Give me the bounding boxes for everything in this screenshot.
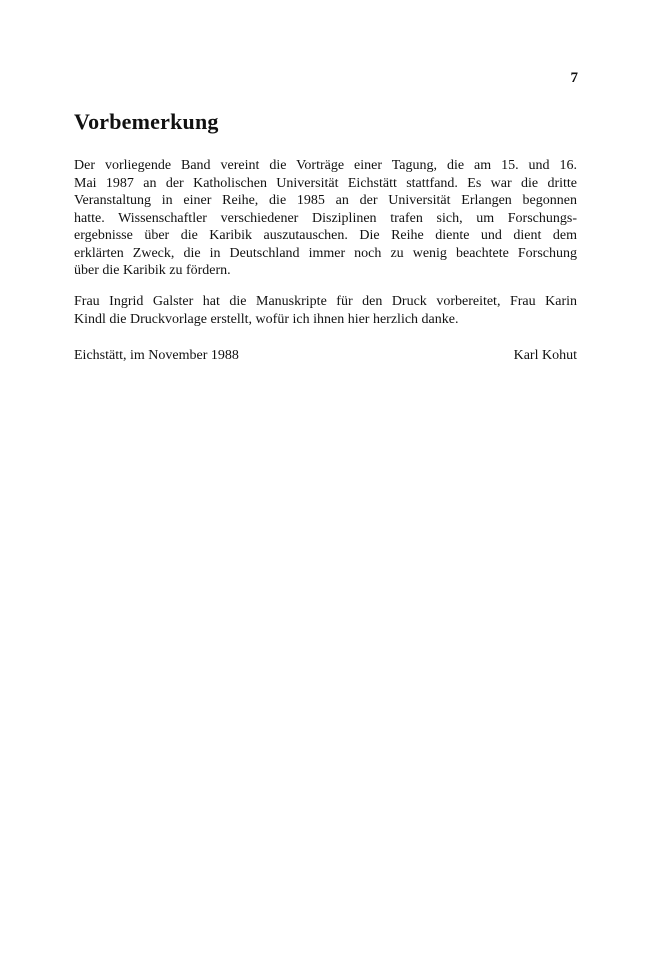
text-line: Kindl die Druckvorlage erstellt, wofür ich ihnen hier herzlich danke. xyxy=(74,311,459,327)
text-line: ergebnisse über die Karibik auszutauschen. Die Reihe diente und dient dem xyxy=(74,228,577,243)
text-line: hatte. Wissenschaftler verschiedener Disziplinen trafen sich, um Forschungs- xyxy=(74,210,577,226)
text-line: Frau Ingrid Galster hat die Manuskripte für den Druck vorbereitet, Frau Karin xyxy=(74,294,577,309)
author-name: Karl Kohut xyxy=(513,348,577,363)
text-line: erklärten Zweck, die in Deutschland immer noch zu wenig beachtete Forschung xyxy=(74,245,577,261)
text-line: Der vorliegende Band vereint die Vorträge einer Tagung, die am 15. und 16. xyxy=(74,158,577,173)
paragraph-acknowledgement xyxy=(74,293,577,328)
place-date: Eichstätt, im November 1988 xyxy=(74,348,239,363)
page-number: 7 xyxy=(570,70,578,86)
text-line: Veranstaltung in einer Reihe, die 1985 an der Universität Erlangen begonnen xyxy=(74,193,577,208)
paragraph-intro xyxy=(74,157,577,280)
page-title: Vorbemerkung xyxy=(74,109,219,134)
text-line: über die Karibik zu fördern. xyxy=(74,263,231,278)
text-line: Mai 1987 an der Katholischen Universität Eichstätt stattfand. Es war die dritte xyxy=(74,175,577,191)
signature-line xyxy=(74,347,577,365)
